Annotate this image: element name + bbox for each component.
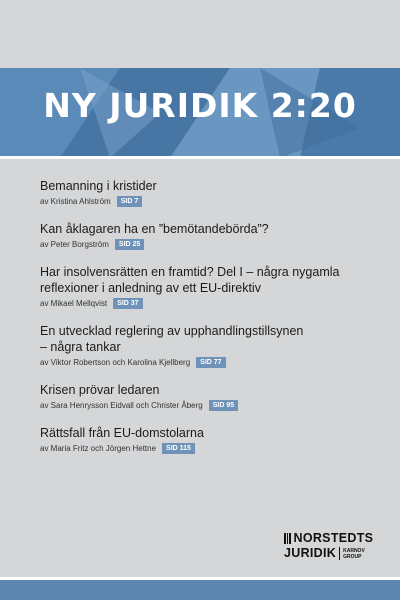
toc-entry[interactable]: [40, 178, 370, 207]
publisher-logo: [284, 532, 384, 566]
article-title: En utvecklad reglering av upphandlingstillsynen: [40, 324, 304, 338]
article-author: av Viktor Robertson och Karolina Kjellberg: [40, 358, 191, 367]
page-badge: SID 7: [117, 196, 143, 207]
logo-group-word: GROUP: [343, 553, 362, 560]
table-of-contents: [40, 178, 370, 468]
logo-juridik: JURIDIK: [284, 546, 337, 560]
top-band: [0, 0, 400, 68]
article-title: Bemanning i kristider: [40, 179, 157, 193]
logo-group: [343, 548, 365, 560]
logo-karnov: KARNOV: [343, 547, 365, 554]
toc-entry[interactable]: [40, 425, 370, 454]
toc-entry[interactable]: [40, 323, 370, 368]
article-title-line2: – några tankar: [40, 340, 121, 354]
toc-entry[interactable]: [40, 221, 370, 250]
article-title: Krisen prövar ledaren: [40, 383, 160, 397]
page-badge: SID 95: [209, 400, 238, 411]
article-title: Har insolvensrätten en framtid? Del I – några nygamla: [40, 265, 340, 279]
article-author: av Mikael Mellqvist: [40, 299, 108, 308]
journal-title: NY JURIDIK 2:20: [43, 86, 357, 125]
article-title-line2: reflexioner i anledning av ett EU-direktiv: [40, 281, 261, 295]
page-badge: SID 115: [162, 443, 195, 454]
page-badge: SID 37: [113, 298, 142, 309]
article-author: av Peter Borgström: [40, 240, 109, 249]
logo-bars-icon: [284, 533, 292, 544]
banner-bottom-rule: [0, 156, 400, 159]
article-title: Kan åklagaren ha en ”bemötandebörda”?: [40, 222, 269, 236]
page-badge: SID 25: [115, 239, 144, 250]
toc-entry[interactable]: [40, 382, 370, 411]
article-title: Rättsfall från EU-domstolarna: [40, 426, 204, 440]
article-author: av Sara Henrysson Eidvall och Christer Åberg: [40, 401, 203, 410]
article-author: av Maria Fritz och Jörgen Hettne: [40, 444, 157, 453]
article-author: av Kristina Ahlström: [40, 197, 111, 206]
toc-entry[interactable]: [40, 264, 370, 309]
logo-norstedts: NORSTEDTS: [293, 531, 374, 545]
logo-divider: [339, 547, 340, 560]
page-badge: SID 77: [196, 357, 225, 368]
bottom-bar: [0, 580, 400, 600]
